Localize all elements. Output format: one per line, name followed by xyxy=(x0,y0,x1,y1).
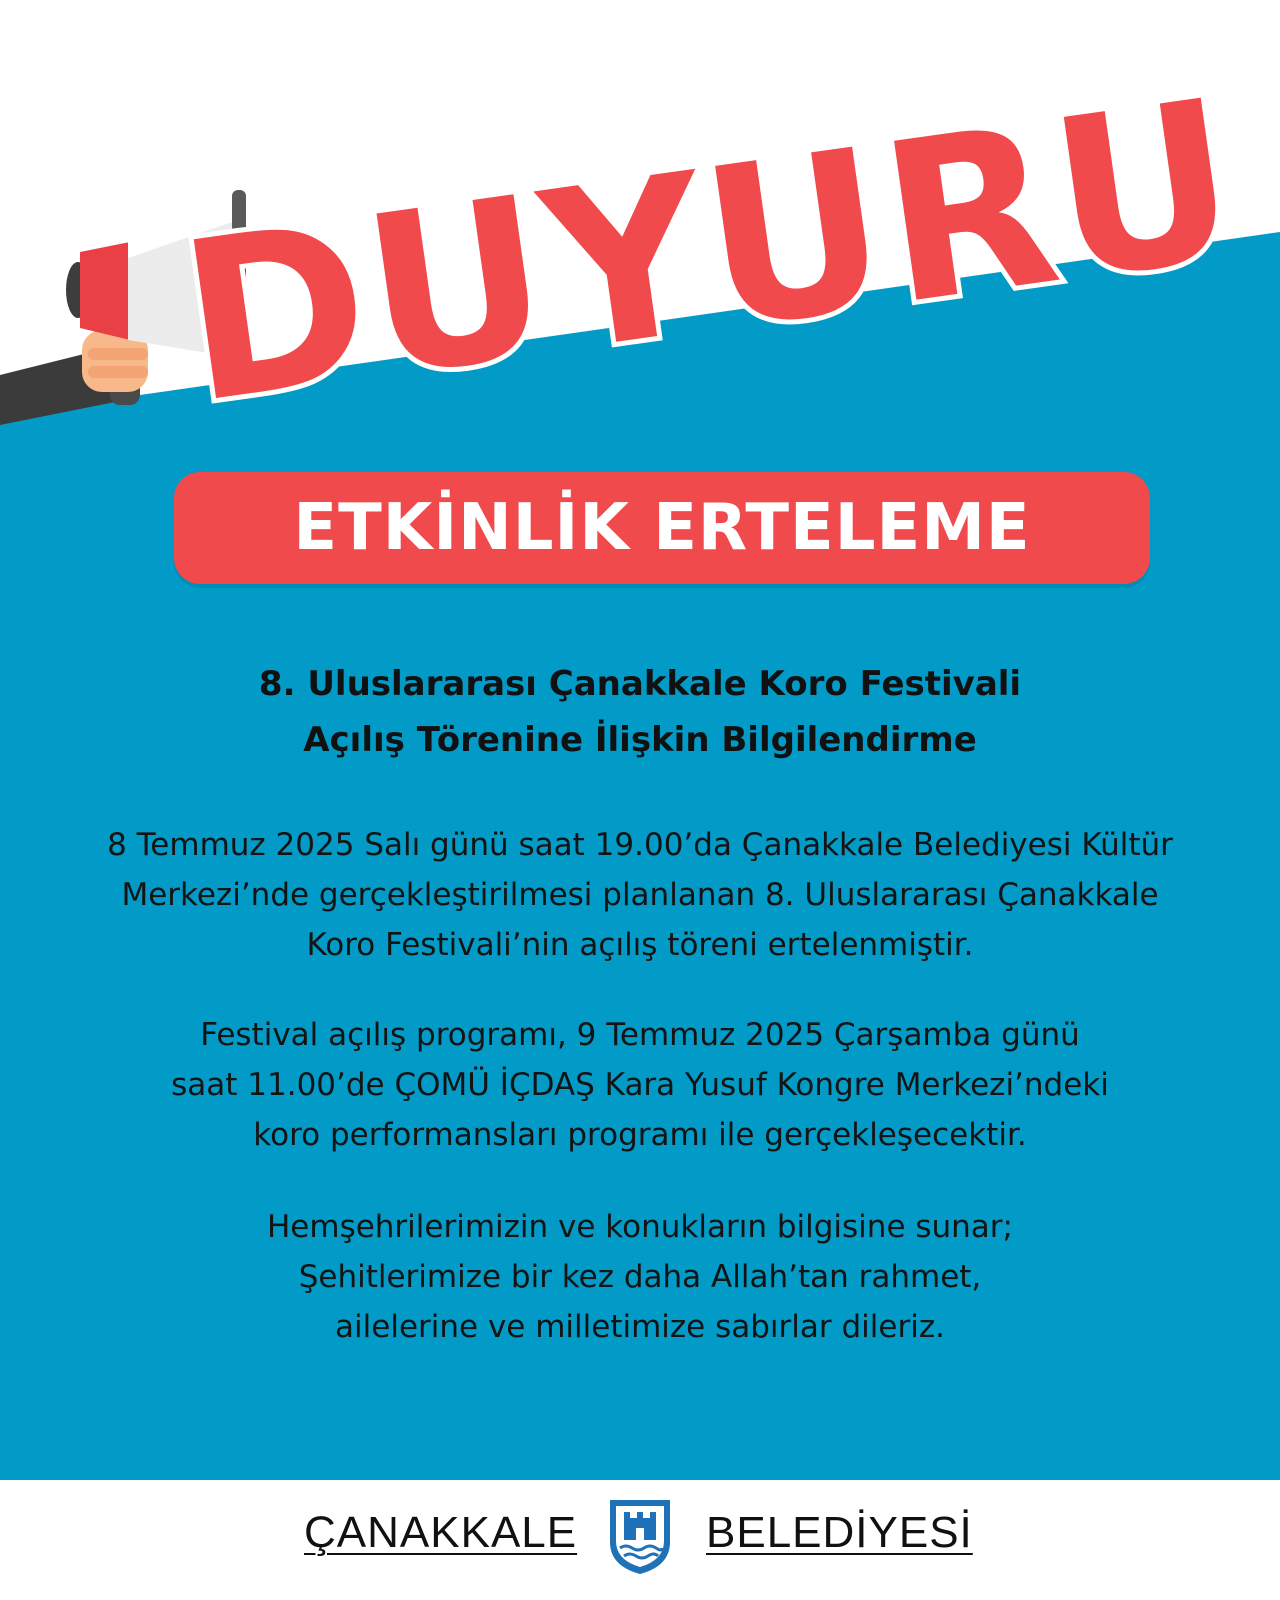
paragraph-line: Koro Festivali’nin açılış töreni ertelenmiştir. xyxy=(306,927,974,963)
municipality-logo-icon xyxy=(606,1496,674,1576)
paragraph-3 xyxy=(90,1202,1190,1352)
paragraph-line: Merkezi’nde gerçekleştirilmesi planlanan 8. Uluslararası Çanakkale xyxy=(121,877,1159,913)
headline-text: DUYURU xyxy=(167,51,1253,453)
banner-title: ETKİNLİK ERTELEME xyxy=(293,491,1031,565)
paragraph-line: 8 Temmuz 2025 Salı günü saat 19.00’da Çanakkale Belediyesi Kültür xyxy=(107,827,1173,863)
footer xyxy=(0,1480,1280,1600)
paragraph-1 xyxy=(90,820,1190,970)
subject-line-1: 8. Uluslararası Çanakkale Koro Festivali xyxy=(258,664,1022,704)
title-banner xyxy=(174,472,1150,584)
paragraph-line: Şehitlerimize bir kez daha Allah’tan rahmet, xyxy=(298,1259,982,1295)
paragraph-line: Hemşehrilerimizin ve konukların bilgisine sunar; xyxy=(266,1209,1013,1245)
footer-city-text: ÇANAKKALE xyxy=(304,1508,578,1557)
paragraph-line: ailelerine ve milletimize sabırlar dileriz. xyxy=(335,1309,945,1345)
paragraph-line: Festival açılış programı, 9 Temmuz 2025 Çarşamba günü xyxy=(200,1017,1080,1053)
paragraph-2 xyxy=(90,1010,1190,1160)
paragraph-line: koro performansları programı ile gerçekleşecektir. xyxy=(253,1117,1027,1153)
headline xyxy=(167,51,1253,453)
paragraph-line: saat 11.00’de ÇOMÜ İÇDAŞ Kara Yusuf Kongre Merkezi’ndeki xyxy=(171,1067,1109,1103)
subject-line-2: Açılış Törenine İlişkin Bilgilendirme xyxy=(303,720,977,760)
footer-municipality-text: BELEDİYESİ xyxy=(706,1508,973,1557)
subject-heading xyxy=(140,656,1140,768)
